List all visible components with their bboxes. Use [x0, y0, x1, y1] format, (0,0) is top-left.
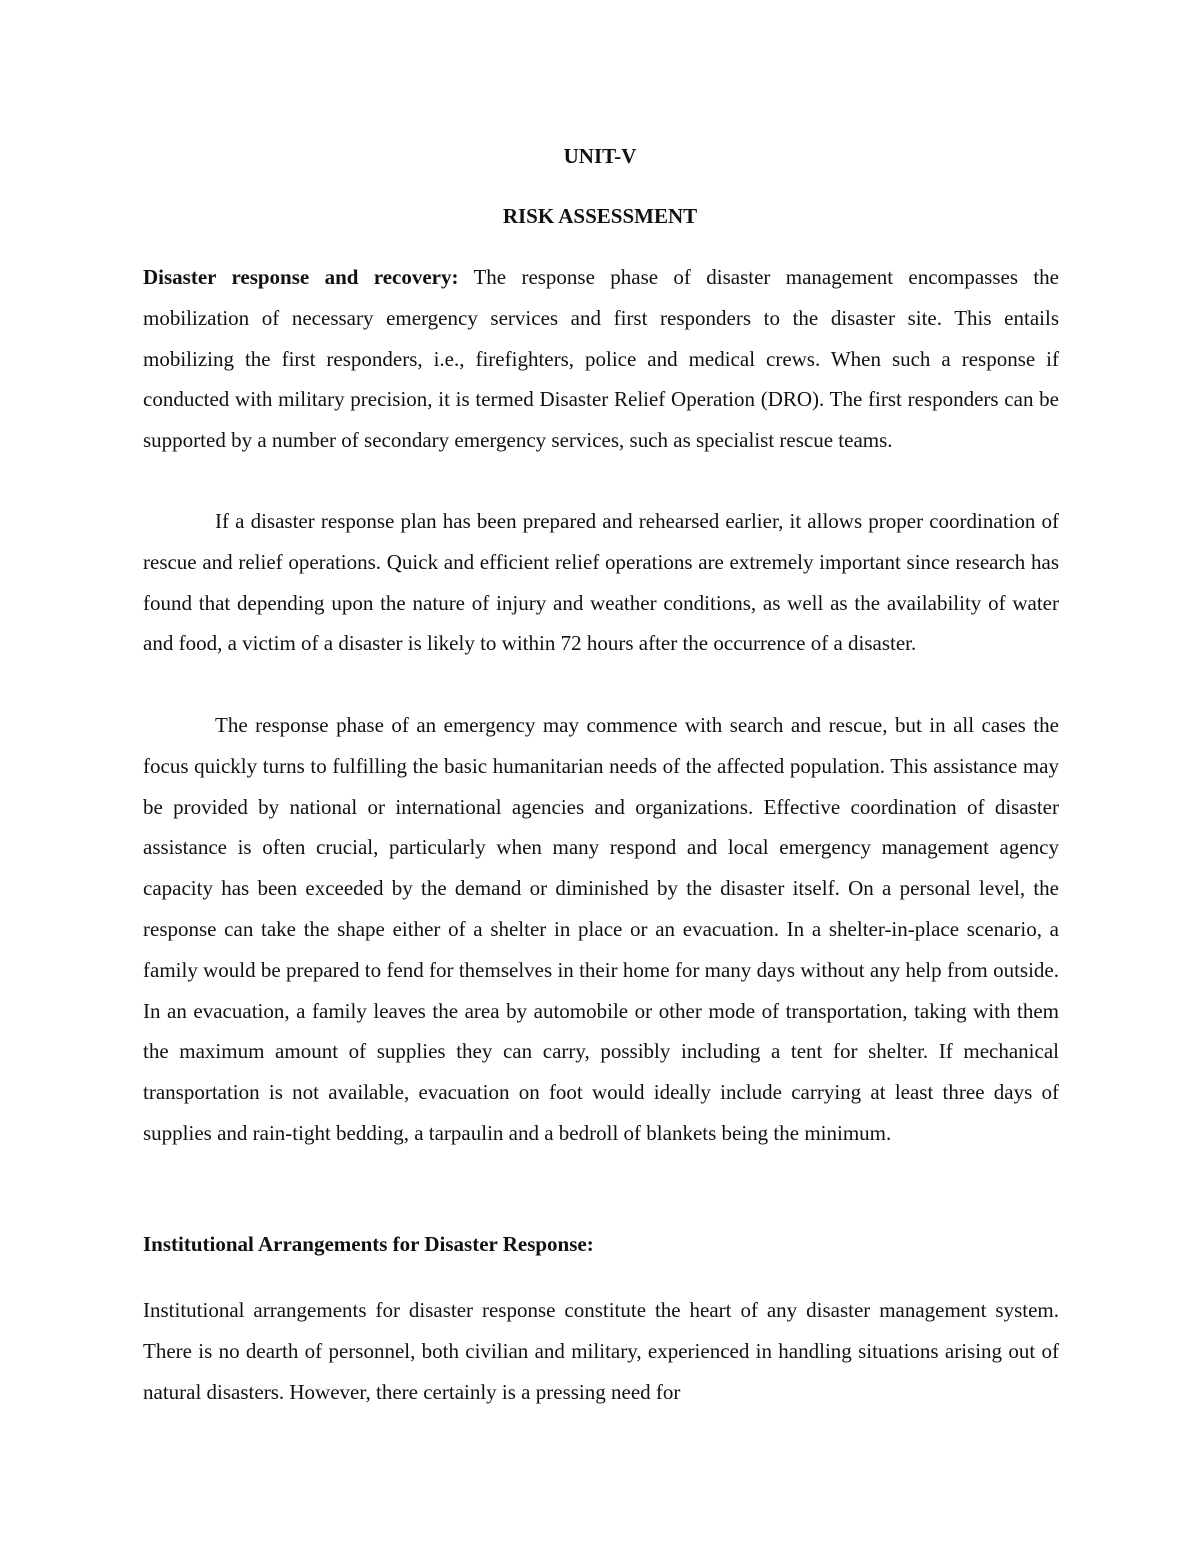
paragraph-body: The response phase of disaster management encompasses the mobilization of necessary emergency services and first responders to the disaster site. This entails mobilizing the first responders, i.e., firefighters, police and medical crews. When such a response if conducted with military precision, it is termed Disaster Relief Operation (DRO). The first responders can be supported by a number of secondary emergency services, such as specialist rescue teams. [143, 265, 1060, 453]
paragraph-lead-term: Disaster response and recovery: [143, 265, 459, 289]
section-heading: RISK ASSESSMENT [502, 204, 698, 228]
unit-heading: UNIT-V [563, 144, 637, 168]
institutional-heading: Institutional Arrangements for Disaster Response: [143, 1232, 594, 1256]
paragraph-disaster-response [143, 257, 1059, 461]
paragraph-response-plan: If a disaster response plan has been prepared and rehearsed earlier, it allows proper coordination of rescue and relief operations. Quick and efficient relief operations are extremely important since research has found that depending upon the nature of injury and weather conditions, as well as the availability of water and food, a victim of a disaster is likely to within 72 hours after the occurrence of a disaster. [143, 509, 1059, 656]
paragraph-response-phase: The response phase of an emergency may commence with search and rescue, but in all cases the focus quickly turns to fulfilling the basic humanitarian needs of the affected population. This assistance may be provided by national or international agencies and organizations. Effective coordination of disaster assistance is often crucial, particularly when many respond and local emergency management agency capacity has been exceeded by the demand or diminished by the disaster itself. On a personal level, the response can take the shape either of a shelter in place or an evacuation. In a shelter-in-place scenario, a family would be prepared to fend for themselves in their home for many days without any help from outside. In an evacuation, a family leaves the area by automobile or other mode of transportation, taking with them the maximum amount of supplies they can carry, possibly including a tent for shelter. If mechanical transportation is not available, evacuation on foot would ideally include carrying at least three days of supplies and rain-tight bedding, a tarpaulin and a bedroll of blankets being the minimum. [143, 713, 1059, 1145]
paragraph-institutional-arrangements: Institutional arrangements for disaster response constitute the heart of any disaster management system. There is no dearth of personnel, both civilian and military, experienced in handling situations arising out of natural disasters. However, there certainly is a pressing need for [143, 1298, 1059, 1404]
